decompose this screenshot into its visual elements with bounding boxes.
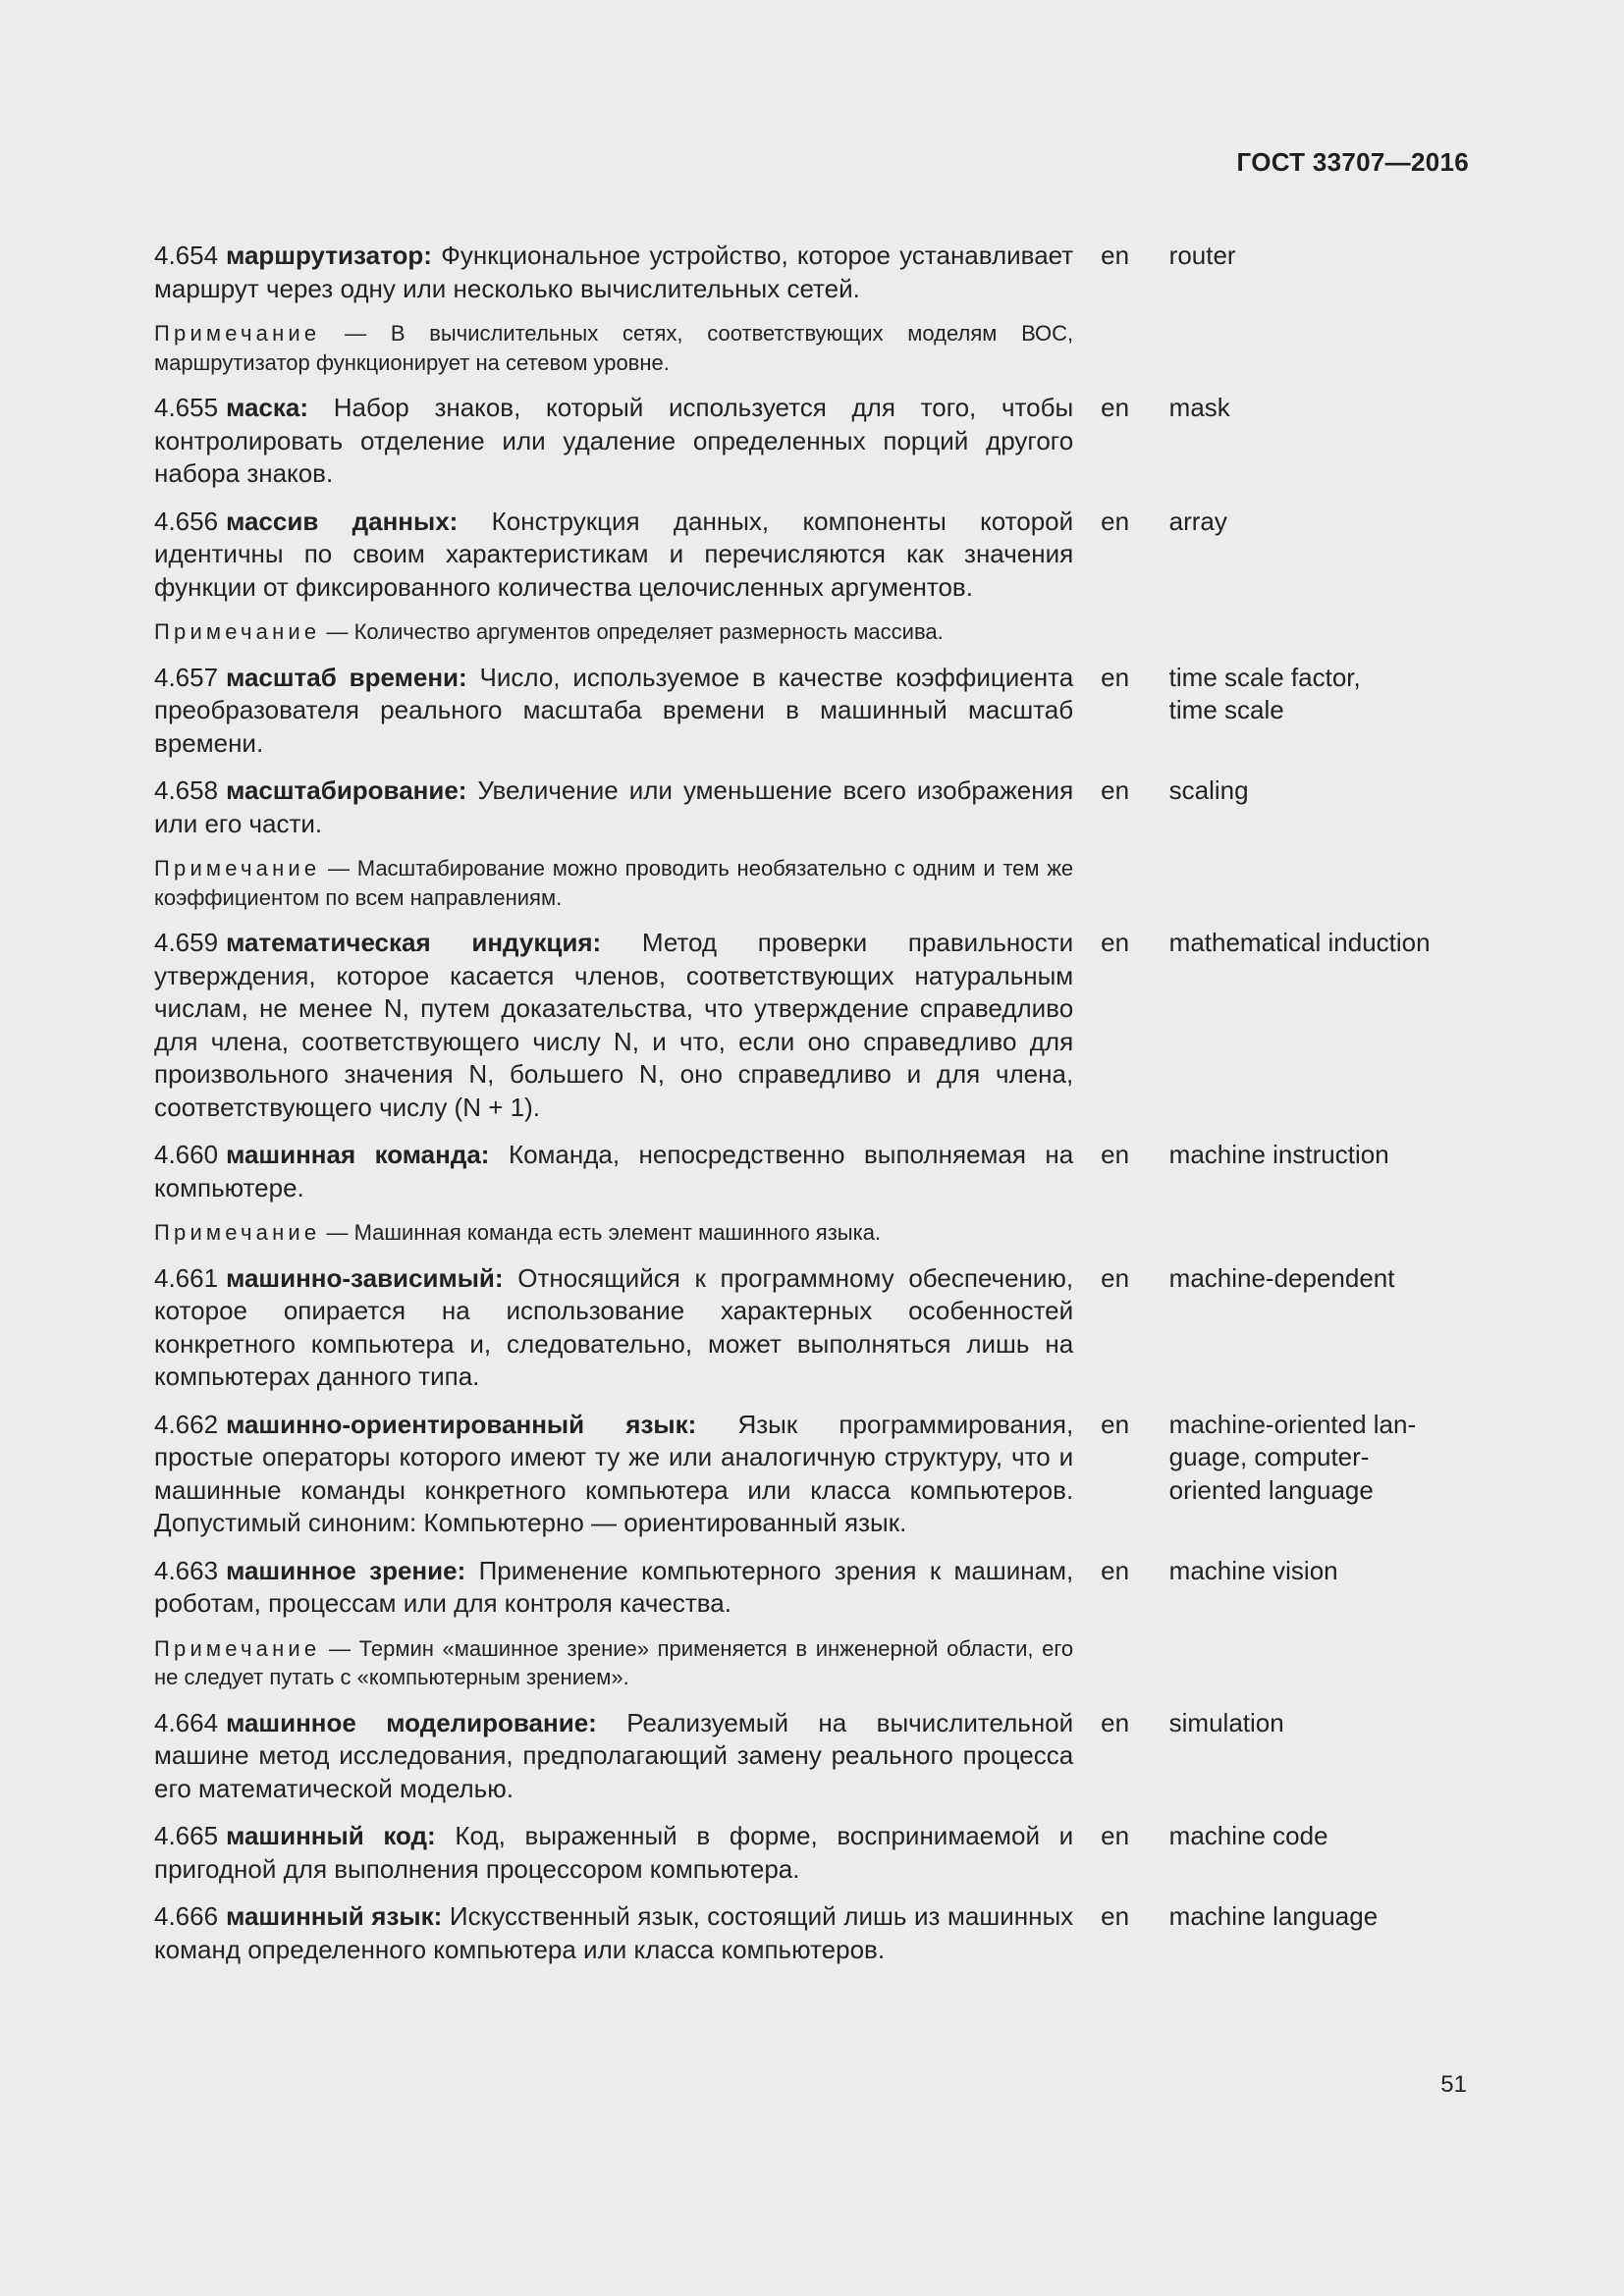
term-number: 4.663 bbox=[154, 1555, 219, 1585]
term-name: масштаб времени: bbox=[226, 662, 467, 692]
term-name: машинно-ориентированный язык: bbox=[226, 1409, 697, 1439]
term-entry bbox=[154, 774, 1480, 912]
language-code: en bbox=[1101, 662, 1130, 692]
entry-body bbox=[154, 774, 1073, 912]
english-equivalent: machine-dependent bbox=[1168, 1262, 1395, 1293]
entry-body bbox=[154, 240, 1073, 377]
english-equivalent: simulation bbox=[1168, 1707, 1284, 1737]
term-number: 4.654 bbox=[154, 240, 219, 270]
definition-text: Число, используемое в качестве коэффициента преобразователя реального масштаба времени в машинный масштаб времени. bbox=[154, 662, 1074, 758]
term-number: 4.655 bbox=[154, 393, 219, 422]
term-number: 4.666 bbox=[154, 1901, 219, 1931]
note-label: Примечание bbox=[154, 1220, 321, 1245]
page-number: 51 bbox=[1440, 2071, 1467, 2098]
note-text: — В вычислительных сетях, соответствующих моделям ВОС, маршрутизатор функционирует на сетевом уровне. bbox=[154, 321, 1074, 375]
definition-text: Относящийся к программному обеспечению, которое опирается на использование характерных особенностей конкретного компьютера и, следовательно, может выполняться лишь на компьютерах данного типа. bbox=[154, 1262, 1074, 1391]
note-text: — Масштабирование можно проводить необязательно с одним и тем же коэффициентом по всем направлениям. bbox=[154, 856, 1074, 910]
term-definition bbox=[154, 392, 1073, 491]
term-entry bbox=[154, 506, 1480, 647]
term-number: 4.657 bbox=[154, 662, 219, 692]
term-name: маршрутизатор: bbox=[226, 240, 432, 270]
english-equivalent: time scale factor, time scale bbox=[1168, 662, 1361, 724]
term-definition bbox=[154, 1262, 1073, 1394]
term-definition bbox=[154, 927, 1073, 1124]
term-entry bbox=[154, 662, 1480, 761]
english-equivalent: machine language bbox=[1168, 1901, 1379, 1931]
term-name: машинное зрение: bbox=[226, 1555, 466, 1585]
language-code: en bbox=[1101, 775, 1130, 805]
term-definition bbox=[154, 1707, 1073, 1806]
term-name: массив данных: bbox=[226, 506, 459, 536]
term-definition bbox=[154, 240, 1073, 305]
term-definition bbox=[154, 1555, 1073, 1621]
entry-body bbox=[154, 1262, 1073, 1394]
entry-body bbox=[154, 1409, 1073, 1540]
term-note bbox=[154, 1634, 1073, 1692]
term-entry bbox=[154, 1707, 1480, 1806]
term-entry bbox=[154, 1139, 1480, 1248]
term-name: машинная команда: bbox=[226, 1140, 490, 1169]
term-entry bbox=[154, 1900, 1480, 1966]
term-number: 4.660 bbox=[154, 1140, 219, 1169]
entry-body bbox=[154, 392, 1073, 491]
language-code: en bbox=[1101, 1821, 1130, 1850]
note-label: Примечание bbox=[154, 321, 321, 346]
term-number: 4.662 bbox=[154, 1409, 219, 1439]
definition-text: Конструкция данных, компоненты которой идентичны по своим характеристикам и перечисляются как значения функции от фиксированного количества целочисленных аргументов. bbox=[154, 506, 1074, 602]
language-code: en bbox=[1101, 393, 1130, 422]
english-equivalent: machine instruction bbox=[1168, 1140, 1389, 1169]
note-label: Примечание bbox=[154, 619, 321, 644]
note-text: — Количество аргументов определяет размерность массива. bbox=[320, 619, 944, 644]
language-code: en bbox=[1101, 240, 1130, 270]
term-name: маска: bbox=[226, 393, 309, 422]
term-definition bbox=[154, 1139, 1073, 1204]
definition-text: Код, выраженный в форме, воспринимаемой и пригодной для выполнения процессором компьютера. bbox=[154, 1821, 1074, 1884]
term-name: машинный язык: bbox=[226, 1901, 443, 1931]
entry-body bbox=[154, 1707, 1073, 1806]
definition-text: Применение компьютерного зрения к машинам, роботам, процессам или для контроля качества. bbox=[154, 1555, 1074, 1618]
definition-text: Набор знаков, который используется для того, чтобы контролировать отделение или удаление определенных порций другого набора знаков. bbox=[154, 393, 1074, 488]
english-equivalent: mathematical induction bbox=[1168, 928, 1431, 957]
term-entries bbox=[154, 240, 1480, 1981]
term-name: масштабирование: bbox=[226, 775, 467, 805]
language-code: en bbox=[1101, 1707, 1130, 1737]
language-code: en bbox=[1101, 506, 1130, 536]
entry-body bbox=[154, 1555, 1073, 1692]
language-code: en bbox=[1101, 1555, 1130, 1585]
term-number: 4.664 bbox=[154, 1707, 219, 1737]
term-entry bbox=[154, 392, 1480, 491]
term-definition bbox=[154, 1409, 1073, 1540]
definition-text: Язык программирования, простые операторы которого имеют ту же или аналогичную структуру, что и машинные команды конкретного компьютера или класса компьютеров. Допустимый синоним: Компьютерно — ориентированный язык. bbox=[154, 1409, 1074, 1537]
english-equivalent: scaling bbox=[1168, 775, 1249, 805]
term-name: математическая индукция: bbox=[226, 928, 602, 957]
definition-text: Увеличение или уменьшение всего изображения или его части. bbox=[154, 775, 1074, 838]
term-number: 4.659 bbox=[154, 928, 219, 957]
term-definition bbox=[154, 774, 1073, 840]
term-name: машинно-зависимый: bbox=[226, 1262, 504, 1293]
note-label: Примечание bbox=[154, 856, 321, 881]
definition-text: Функциональное устройство, которое устанавливает маршрут через одну или несколько вычислительных сетей. bbox=[154, 240, 1074, 303]
term-note bbox=[154, 1218, 1073, 1248]
standard-header: ГОСТ 33707—2016 bbox=[1236, 147, 1469, 177]
entry-body bbox=[154, 662, 1073, 761]
english-equivalent: router bbox=[1168, 240, 1236, 270]
language-code: en bbox=[1101, 1140, 1130, 1169]
term-entry bbox=[154, 1555, 1480, 1692]
entry-body bbox=[154, 506, 1073, 647]
definition-text: Реализуемый на вычислительной машине метод исследования, предполагающий замену реального процесса его математической моделью. bbox=[154, 1707, 1074, 1803]
term-entry bbox=[154, 927, 1480, 1124]
entry-body bbox=[154, 1820, 1073, 1886]
term-entry bbox=[154, 1409, 1480, 1540]
language-code: en bbox=[1101, 1409, 1130, 1439]
entry-body bbox=[154, 1139, 1073, 1248]
term-name: машинный код: bbox=[226, 1821, 436, 1850]
term-note bbox=[154, 617, 1073, 647]
note-label: Примечание bbox=[154, 1635, 321, 1661]
term-number: 4.658 bbox=[154, 775, 219, 805]
term-number: 4.661 bbox=[154, 1262, 219, 1293]
definition-text: Метод проверки правильности утверждения, которое касается членов, соответствующих натуральным числам, не менее N, путем доказательства, что утверждение справедливо для члена, соответствующего числу N, и что, если оно справедливо для произвольного значения N, большего N, оно справедливо и для члена, соответствующего числу (N + 1). bbox=[154, 928, 1074, 1122]
note-text: — Машинная команда есть элемент машинного языка. bbox=[320, 1220, 882, 1245]
english-equivalent: machine vision bbox=[1168, 1555, 1338, 1585]
language-code: en bbox=[1101, 928, 1130, 957]
term-name: машинное моделирование: bbox=[226, 1707, 597, 1737]
english-equivalent: array bbox=[1168, 506, 1227, 536]
term-entry bbox=[154, 240, 1480, 377]
term-note bbox=[154, 319, 1073, 377]
term-entry bbox=[154, 1820, 1480, 1886]
english-equivalent: mask bbox=[1168, 393, 1230, 422]
term-entry bbox=[154, 1262, 1480, 1394]
entry-body bbox=[154, 1900, 1073, 1966]
english-equivalent: machine-oriented lan- guage, computer- oriented language bbox=[1168, 1409, 1417, 1505]
term-definition bbox=[154, 662, 1073, 761]
term-definition bbox=[154, 506, 1073, 605]
term-definition bbox=[154, 1900, 1073, 1966]
definition-text: Искусственный язык, состоящий лишь из машинных команд определенного компьютера или класса компьютеров. bbox=[154, 1901, 1074, 1964]
term-definition bbox=[154, 1820, 1073, 1886]
language-code: en bbox=[1101, 1901, 1130, 1931]
term-number: 4.665 bbox=[154, 1821, 219, 1850]
note-text: — Термин «машинное зрение» применяется в инженерной области, его не следует путать с «компьютерным зрением». bbox=[154, 1635, 1074, 1689]
english-equivalent: machine code bbox=[1168, 1821, 1328, 1850]
term-note bbox=[154, 854, 1073, 912]
entry-body bbox=[154, 927, 1073, 1124]
language-code: en bbox=[1101, 1262, 1130, 1293]
definition-text: Команда, непосредственно выполняемая на компьютере. bbox=[154, 1140, 1074, 1202]
term-number: 4.656 bbox=[154, 506, 219, 536]
